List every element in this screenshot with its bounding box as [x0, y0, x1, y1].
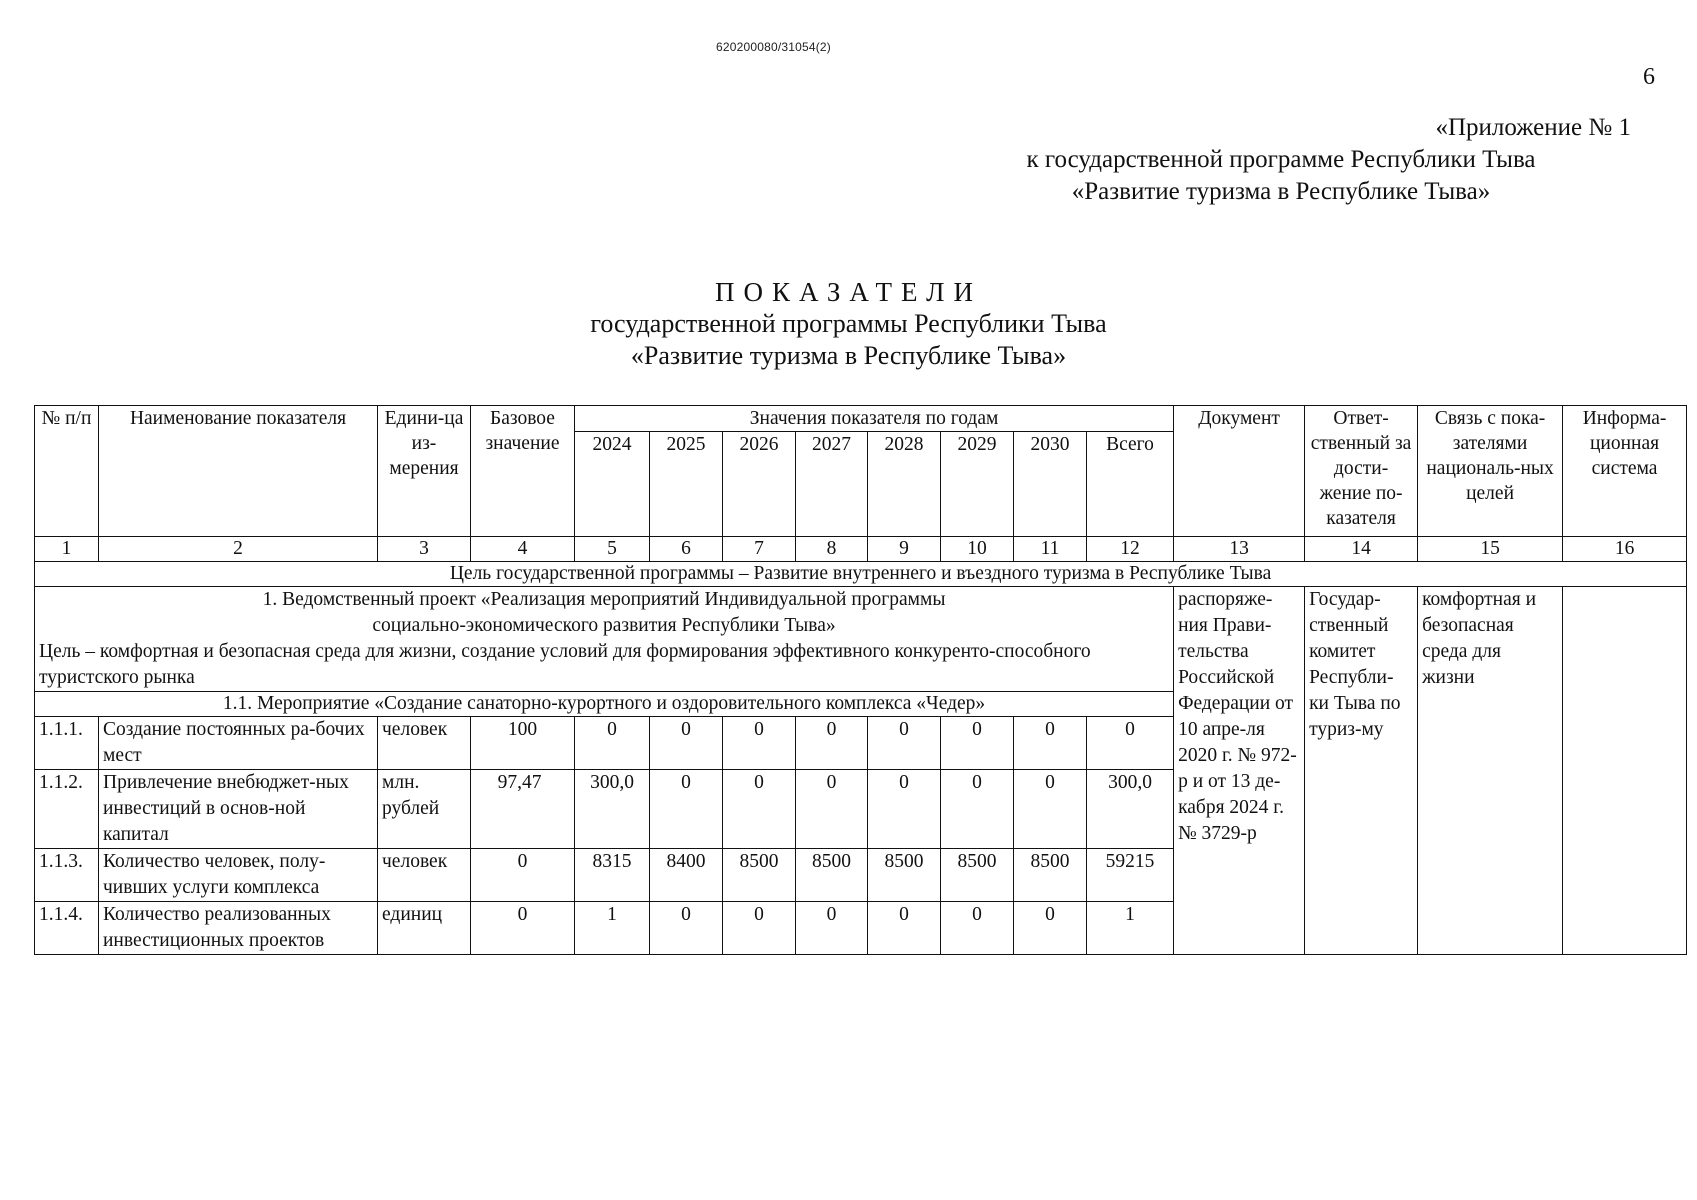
header-link: Связь с пока-зателями националь-ных целей	[1418, 406, 1563, 537]
document-reference: распоряже-ния Прави-тельства Российской Федерации от 10 апре-ля 2020 г. № 972-р и от 13 де-кабря 2024 г. № 3729-р	[1174, 587, 1305, 955]
value-2028: 0	[868, 770, 941, 849]
value-2025: 0	[650, 717, 723, 770]
column-number: 11	[1014, 537, 1087, 562]
title-line-3: «Развитие туризма в Республике Тыва»	[630, 341, 1067, 370]
value-2027: 0	[796, 717, 868, 770]
value-2025: 8400	[650, 849, 723, 902]
header-total: Всего	[1087, 432, 1174, 537]
responsible-body: Государ-ственный комитет Республи-ки Тыва по туриз-му	[1305, 587, 1418, 955]
value-2024: 1	[575, 902, 650, 955]
column-number: 5	[575, 537, 650, 562]
value-2028: 8500	[868, 849, 941, 902]
national-goals-link: комфортная и безопасная среда для жизни	[1418, 587, 1563, 955]
header-info-system: Информа-ционная система	[1563, 406, 1687, 537]
project-title-line-2: социально-экономического развития Республики Тыва»	[372, 615, 836, 636]
column-number: 14	[1305, 537, 1418, 562]
value-2030: 0	[1014, 902, 1087, 955]
indicator-unit: человек	[378, 849, 471, 902]
column-number: 13	[1174, 537, 1305, 562]
column-number: 1	[35, 537, 99, 562]
value-2027: 8500	[796, 849, 868, 902]
value-total: 1	[1087, 902, 1174, 955]
value-2025: 0	[650, 770, 723, 849]
indicator-unit: единиц	[378, 902, 471, 955]
row-number: 1.1.4.	[35, 902, 99, 955]
header-base: Базовое значение	[471, 406, 575, 537]
info-system-cell	[1563, 587, 1687, 955]
column-number: 16	[1563, 537, 1687, 562]
indicator-base: 97,47	[471, 770, 575, 849]
value-2026: 0	[723, 770, 796, 849]
column-numbers-row	[35, 537, 1687, 562]
column-number: 3	[378, 537, 471, 562]
header-name: Наименование показателя	[99, 406, 378, 537]
column-number: 10	[941, 537, 1014, 562]
value-2030: 0	[1014, 770, 1087, 849]
header-year-2026: 2026	[723, 432, 796, 537]
indicator-base: 0	[471, 849, 575, 902]
value-2024: 0	[575, 717, 650, 770]
value-2029: 8500	[941, 849, 1014, 902]
indicator-unit: человек	[378, 717, 471, 770]
header-years-group: Значения показателя по годам	[575, 406, 1174, 432]
appendix-line-1: «Приложение № 1	[1435, 114, 1631, 141]
row-number: 1.1.2.	[35, 770, 99, 849]
value-2028: 0	[868, 902, 941, 955]
column-number: 9	[868, 537, 941, 562]
indicator-name: Привлечение внебюджет-ных инвестиций в основ-ной капитал	[99, 770, 378, 849]
value-total: 59215	[1087, 849, 1174, 902]
header-document: Документ	[1174, 406, 1305, 537]
page-number: 6	[1643, 64, 1655, 90]
row-number: 1.1.3.	[35, 849, 99, 902]
title-main: ПОКАЗАТЕЛИ	[715, 277, 982, 307]
header-num: № п/п	[35, 406, 99, 537]
project-title-line-1: 1. Ведомственный проект «Реализация мероприятий Индивидуальной программы	[262, 589, 946, 610]
value-2029: 0	[941, 770, 1014, 849]
indicator-name: Количество реализованных инвестиционных проектов	[99, 902, 378, 955]
indicator-base: 0	[471, 902, 575, 955]
title-line-2: государственной программы Республики Тыва	[590, 309, 1107, 338]
appendix-line-2: к государственной программе Республики Тыва	[1026, 146, 1536, 173]
column-number: 2	[99, 537, 378, 562]
indicator-name: Количество человек, полу-чивших услуги комплекса	[99, 849, 378, 902]
column-number: 15	[1418, 537, 1563, 562]
project-goal: Цель – комфортная и безопасная среда для жизни, создание условий для формирования эффективного конкуренто-способного туристского рынка	[39, 641, 1091, 688]
value-2026: 0	[723, 902, 796, 955]
value-2030: 0	[1014, 717, 1087, 770]
header-year-2024: 2024	[575, 432, 650, 537]
header-year-2028: 2028	[868, 432, 941, 537]
header-year-2029: 2029	[941, 432, 1014, 537]
value-2026: 0	[723, 717, 796, 770]
indicator-name: Создание постоянных ра-бочих мест	[99, 717, 378, 770]
value-2027: 0	[796, 902, 868, 955]
header-unit: Едини-ца из-мерения	[378, 406, 471, 537]
header-year-2027: 2027	[796, 432, 868, 537]
column-number: 8	[796, 537, 868, 562]
appendix-line-3: «Развитие туризма в Республике Тыва»	[1071, 178, 1491, 205]
column-number: 4	[471, 537, 575, 562]
indicator-base: 100	[471, 717, 575, 770]
appendix-note	[901, 112, 1661, 208]
row-number: 1.1.1.	[35, 717, 99, 770]
program-goal: Цель государственной программы – Развитие внутреннего и въездного туризма в Республике Тыва	[35, 562, 1687, 587]
header-year-2030: 2030	[1014, 432, 1087, 537]
value-2028: 0	[868, 717, 941, 770]
document-code: 620200080/31054(2)	[715, 40, 832, 54]
project-block	[35, 587, 1174, 692]
value-2026: 8500	[723, 849, 796, 902]
value-total: 0	[1087, 717, 1174, 770]
value-2024: 8315	[575, 849, 650, 902]
value-2027: 0	[796, 770, 868, 849]
value-2029: 0	[941, 717, 1014, 770]
document-title	[0, 276, 1697, 372]
column-number: 12	[1087, 537, 1174, 562]
indicators-table	[34, 405, 1687, 955]
value-2029: 0	[941, 902, 1014, 955]
value-2030: 8500	[1014, 849, 1087, 902]
value-2025: 0	[650, 902, 723, 955]
header-responsible: Ответ-ственный за дости-жение по-казателя	[1305, 406, 1418, 537]
value-total: 300,0	[1087, 770, 1174, 849]
column-number: 6	[650, 537, 723, 562]
column-number: 7	[723, 537, 796, 562]
header-year-2025: 2025	[650, 432, 723, 537]
value-2024: 300,0	[575, 770, 650, 849]
event-title: 1.1. Мероприятие «Создание санаторно-курортного и оздоровительного комплекса «Чедер»	[35, 692, 1174, 717]
indicator-unit: млн. рублей	[378, 770, 471, 849]
